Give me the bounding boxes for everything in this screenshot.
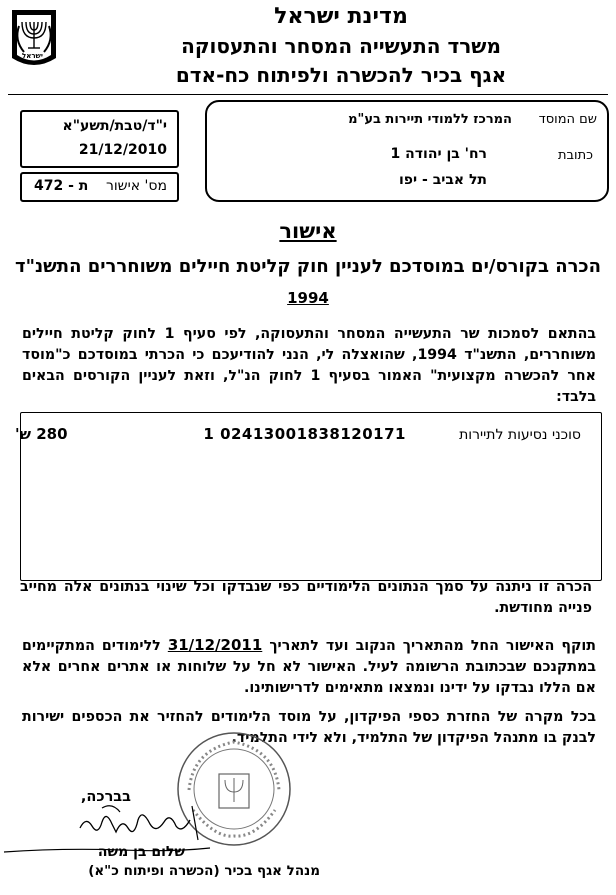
- course-name: סוכני נסיעות לתיירות: [459, 427, 581, 443]
- document-title-text: אישור: [279, 219, 337, 243]
- signer-title: מנהל אגף בכיר (הכשרה ופיתוח כ"א): [88, 863, 320, 879]
- authority-paragraph: בהתאם לסמכות שר התעשייה המסחר והתעסוקה, לפי סעיף 1 לחוק קליטת חיילים משוחררים, התשנ"ד 1994, שהואצלה לי, הנני להודיעכם כי הכרתי במוסדכם כ"מוסד אחר להכשרה מקצועית" האמור בסעיף 1 לחוק הנ"ל, וזאת לעניין הקורסים הבאים בלבד:: [22, 326, 597, 405]
- permit-label: מס' אישור: [105, 178, 167, 194]
- document-title: [0, 219, 616, 243]
- institution-name: המרכז ללמודי תיירות בע"מ: [348, 112, 512, 127]
- header-ministry: משרד התעשייה המסחר והתעסוקה: [181, 34, 501, 58]
- validity-paragraph: [22, 635, 596, 699]
- validity-text-after: ללימודים המתקיימים במתקנכם שבכתובת הרשומה לעיל. האישור לא חל על שלוחות או אתרים אחרים אלא אם הללו נבדקו על ידינו ונמצאו מתאימים לדרישותינו.: [22, 638, 596, 696]
- institution-box: [205, 100, 609, 202]
- document-subtitle: הכרה בקורס/ים במוסדכם לעניין חוק קליטת חיילים משוחררים התשנ"ד: [15, 256, 601, 277]
- permit-number-box: [20, 172, 179, 202]
- address-city: תל אביב - יפו: [399, 172, 487, 188]
- deposit-paragraph: בכל מקרה של החזרת כספי הפיקדון, על מוסד הלימודים להחזיר את הכספים ישירות לבנק בו מתנהל הפיקדון של התלמיד, ולא לידי התלמיד.: [22, 709, 596, 746]
- course-list-box: [15, 412, 602, 581]
- header-state: מדינת ישראל: [274, 4, 408, 29]
- course-hours: 280 ש': [15, 425, 68, 443]
- address-label: כתובת: [557, 148, 593, 163]
- header-divider: [8, 94, 608, 95]
- subtitle-year: [0, 289, 616, 307]
- hebrew-date: י"ד/טבת/תשע"א: [62, 118, 167, 134]
- course-code: 02413001838120171 1: [203, 425, 406, 443]
- signer-name: שלום בן משה: [97, 844, 185, 860]
- address-street: רח' בן יהודה 1: [390, 146, 487, 162]
- validity-text-before: תוקף האישור החל מהתאריך הנקוב ועד לתאריך: [262, 638, 596, 654]
- validity-until-date: 31/12/2011: [167, 636, 263, 654]
- gregorian-date: 21/12/2010: [78, 142, 167, 158]
- state-emblem: [8, 6, 60, 72]
- date-box: [20, 110, 179, 168]
- subtitle-year-text: 1994: [287, 289, 329, 307]
- closing-regards: בברכה,: [80, 789, 131, 805]
- permit-value: ת - 472: [34, 178, 89, 194]
- header-department: אגף בכיר להכשרה ולפיתוח כח-אדם: [175, 63, 507, 87]
- institution-name-label: שם המוסד: [538, 112, 597, 127]
- emblem-caption: ישראל: [22, 52, 43, 60]
- data-basis-paragraph: הכרה זו ניתנה על סמך הנתונים הלימודיים כפי שנבדקו וכל שינוי בנתונים אלה מחייב פנייה מחודשת.: [20, 579, 592, 616]
